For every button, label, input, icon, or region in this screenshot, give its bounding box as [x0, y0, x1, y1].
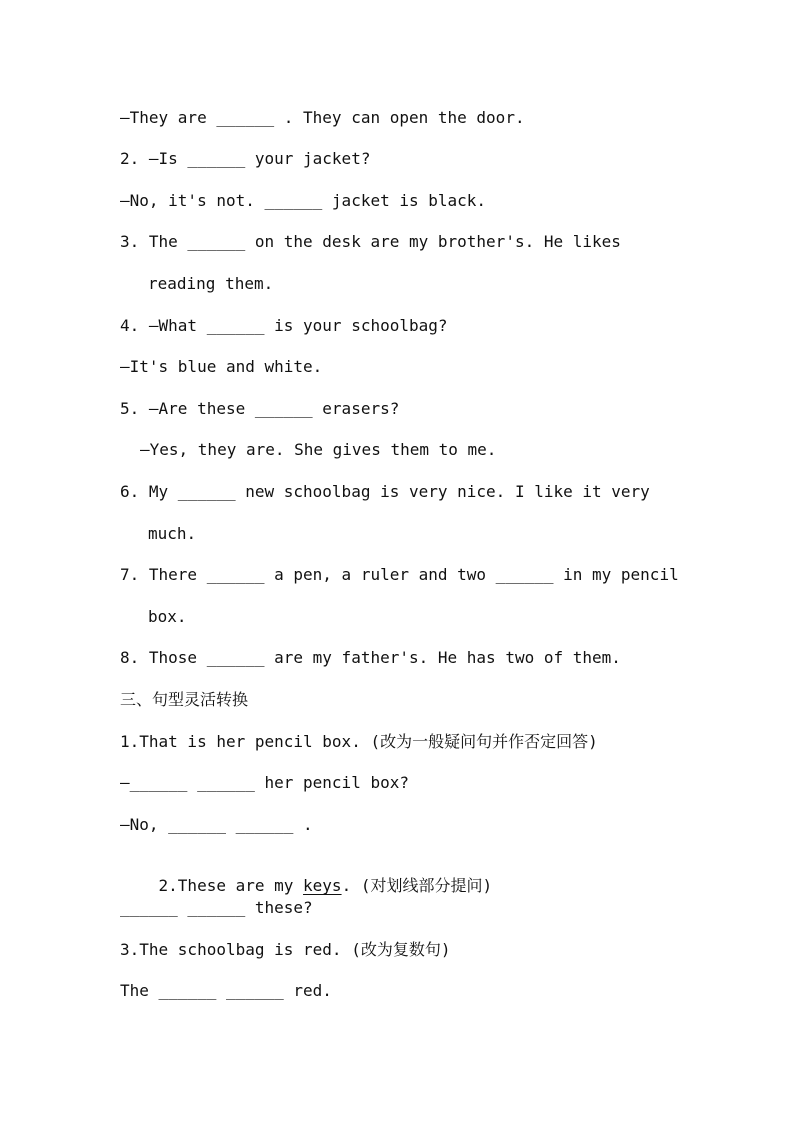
exercise-4-question: 4. —What ______ is your schoolbag?	[120, 316, 448, 335]
exercise-8-line: 8. Those ______ are my father's. He has two of them.	[120, 648, 621, 667]
transform-2-prefix: 2.These are my	[158, 876, 304, 895]
exercise-7-line-1: 7. There ______ a pen, a ruler and two ______ in my pencil	[120, 565, 679, 584]
exercise-7-line-2: box.	[148, 607, 187, 626]
transform-3-prompt: 3.The schoolbag is red. (改为复数句)	[120, 940, 451, 959]
exercise-2-question: 2. —Is ______ your jacket?	[120, 149, 371, 168]
transform-1-question: —______ ______ her pencil box?	[120, 773, 409, 792]
transform-1-answer: —No, ______ ______ .	[120, 815, 313, 834]
transform-1-prompt: 1.That is her pencil box. (改为一般疑问句并作否定回答)	[120, 732, 598, 751]
section-title: 三、句型灵活转换	[120, 690, 249, 709]
exercise-3-line-2: reading them.	[148, 274, 274, 293]
exercise-3-line-1: 3. The ______ on the desk are my brother's. He likes	[120, 232, 621, 251]
exercise-1-answer-line: —They are ______ . They can open the door.	[120, 108, 525, 127]
exercise-6-line-1: 6. My ______ new schoolbag is very nice. I like it very	[120, 482, 650, 501]
underlined-target-word: keys	[303, 876, 342, 895]
transform-2-answer: ______ ______ these?	[120, 898, 313, 917]
transform-2-suffix: . (对划线部分提问)	[341, 876, 493, 895]
exercise-5-question: 5. —Are these ______ erasers?	[120, 399, 400, 418]
exercise-5-answer: —Yes, they are. She gives them to me.	[140, 440, 497, 459]
transform-3-answer: The ______ ______ red.	[120, 981, 332, 1000]
exercise-2-answer: —No, it's not. ______ jacket is black.	[120, 191, 487, 210]
exercise-4-answer: —It's blue and white.	[120, 357, 323, 376]
exercise-6-line-2: much.	[148, 524, 197, 543]
